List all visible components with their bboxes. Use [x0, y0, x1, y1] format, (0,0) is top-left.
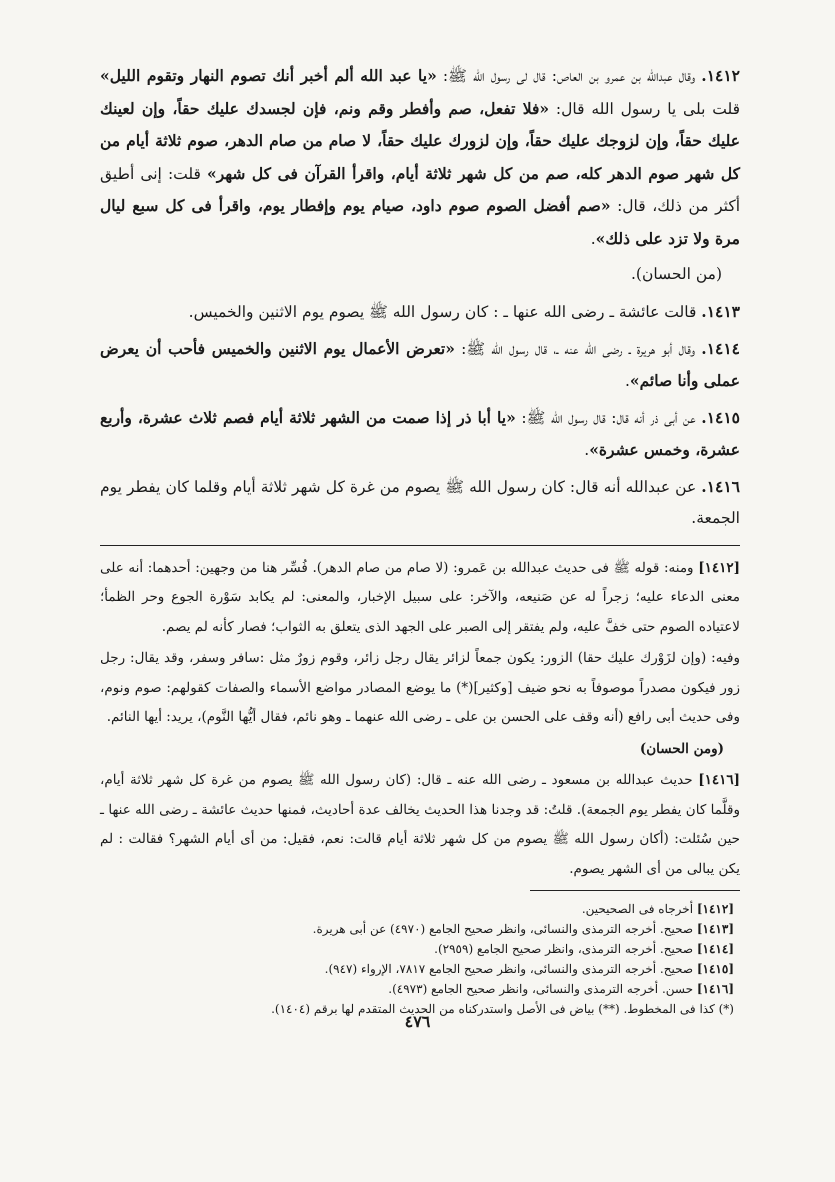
- hadith-quote: «تعرض الأعمال يوم الاثنين والخميس فأحب أن يعرض عملى وأنا صائم»: [100, 338, 740, 390]
- section-divider: [100, 545, 740, 546]
- footnote-text: حسن. أخرجه الترمذى والنسائى، وانظر صحيح الجامع (٤٩٧٣).: [388, 982, 697, 996]
- footnote-divider: [530, 890, 740, 891]
- hadith-quote: «فلا تفعل، صم وأفطر وقم ونم، فإن لجسدك عليك حقاً، وإن لعينك عليك حقاً، وإن لزوجك عليك حقاً، وإن لزورك عليك حقاً، لا صام من صام الدهر، صوم ثلاثة أيام من كل شهر صوم الدهر كله، صم من كل شهر ثلاثة أيام، واقرأ القرآن فى كل شهر»: [100, 98, 740, 183]
- commentary-text: ومنه: قوله ﷺ فى حديث عبدالله بن عَمرو: (لا صام من صام الدهر). فُسِّر هنا من وجهين: أحدهما: أنه على معنى الدعاء عليه؛ زجراً له عن صَنيعه، والآخر: على سبيل الإخبار، والمعنى: لم يكابد سَوْرة الجوع وحر الظمأ؛ لاعتياده الصوم حتى خفَّ عليه، ولم يفتقر إلى الصبر على الجهد الذى يتعلق به الثواب؛ فصار كأنه لم يصم.: [100, 559, 740, 635]
- hadith-text: وقال عبدالله بن عمرو بن العاص: قال لى رسول الله ﷺ:: [436, 67, 702, 85]
- commentary-paragraph: [100, 644, 740, 733]
- footnotes-section: [100, 899, 740, 1019]
- footnote-text: صحيح. أخرجه الترمذى، وانظر صحيح الجامع (٢٩٥٩).: [434, 942, 697, 956]
- commentary-grade: [100, 735, 740, 765]
- hadith-number: ١٤١٤.: [701, 338, 740, 358]
- commentary-section: [100, 554, 740, 885]
- footnote: [100, 959, 740, 979]
- footnote: [100, 899, 740, 919]
- hadith-number: ١٤١٥.: [701, 407, 741, 427]
- footnote: [100, 919, 740, 939]
- hadith-number: ١٤١٦.: [701, 476, 740, 496]
- hadith-text: قالت عائشة ـ رضى الله عنها ـ : كان رسول الله ﷺ يصوم يوم الاثنين والخميس.: [188, 303, 702, 321]
- hadith-section: [100, 60, 740, 535]
- hadith-text: قلت: إنى أطيق أكثر من ذلك، قال:: [100, 164, 741, 215]
- hadith-text: عن عبدالله أنه قال: كان رسول الله ﷺ يصوم من غرة كل شهر ثلاثة أيام وقلما كان يفطر يوم الجمعة.: [100, 477, 740, 527]
- hadith-quote: «يا عبد الله ألم أخبر أنك تصوم النهار وتقوم الليل»: [100, 66, 437, 85]
- hadith-quote: «صم أفضل الصوم صوم داود، صيام يوم وإفطار يوم، واقرأ فى كل سبع ليال مرة ولا تزد على ذلك»: [100, 196, 740, 248]
- hadith-text: .: [624, 372, 630, 390]
- hadith-1414: [100, 333, 740, 398]
- commentary-number: [١٤١٢]: [698, 559, 740, 576]
- hadith-text: قلت بلى يا رسول الله قال:: [549, 99, 740, 118]
- hadith-text: .: [584, 441, 590, 459]
- footnote-text: صحيح. أخرجه الترمذى والنسائى، وانظر صحيح الجامع (٤٩٧٠) عن أبى هريرة.: [312, 922, 697, 936]
- hadith-1413: [100, 296, 740, 329]
- hadith-text: وقال أبو هريرة ـ رضى الله عنه ـ، قال رسول الله ﷺ:: [454, 339, 702, 358]
- footnote-text: صحيح. أخرجه الترمذى والنسائى، وانظر صحيح الجامع ٧٨١٧، الإرواء (٩٤٧).: [324, 962, 697, 976]
- commentary-number: [١٤١٦]: [698, 772, 740, 788]
- hadith-1416: [100, 471, 740, 535]
- grade-label: (ومن الحسان): [639, 740, 724, 757]
- footnote: [100, 979, 740, 999]
- footnote-number: [١٤١٢]: [696, 902, 734, 916]
- commentary-text: وفيه: (وإن لزَوْرك عليك حقا) الزور: يكون جمعاً لزائر يقال رجل زائر، وقوم زورٌ مثل :سافر وسفر، وقد يقال: رجل زور فيكون مصدراً موصوفاً به نحو ضيف [وكثير](*) ما يوضع المصادر مواضع الأسماء والصفات كقولهم: صوم ونوم، وفى حديث أبى رافع (أنه وقف على الحسن بن على ـ رضى الله عنهما ـ وهو نائم، فقال أيُّها النَّوم)، يريد: أيها النائم.: [100, 650, 740, 725]
- hadith-number: ١٤١٢.: [701, 66, 740, 85]
- hadith-text: عن أبى ذر أنه قال: قال رسول الله ﷺ:: [515, 408, 702, 427]
- footnote-number: [١٤١٣]: [696, 922, 734, 936]
- page-body: [100, 60, 740, 1019]
- footnote-text: (*) كذا فى المخطوط. (**) بياض فى الأصل واستدركناه من الحديث المتقدم لها برقم (١٤٠٤).: [271, 1002, 734, 1016]
- commentary-text: حديث عبدالله بن مسعود ـ رضى الله عنه ـ قال: (كان رسول الله ﷺ يصوم من غرة كل شهر ثلاثة أيام، وقلَّما كان يفطر يوم الجمعة). قلتُ: قد وجدنا هذا الحديث يخالف عدة أحاديث، فمنها حديث عائشة ـ رضى الله عنها ـ حين سُئلت: (أكان رسول الله ﷺ يصوم من كل شهر ثلاثة أيام قالت: نعم، فقيل: من أى أيام الشهر؟ فقالت : لم يكن يبالى من أى الشهر يصوم.: [100, 772, 740, 877]
- footnote-number: [١٤١٦]: [696, 982, 734, 996]
- grade-label: (من الحسان).: [630, 265, 722, 283]
- hadith-number: ١٤١٣.: [701, 302, 740, 321]
- hadith-text: .: [590, 229, 596, 248]
- footnote-text: أخرجاه فى الصحيحين.: [581, 902, 697, 916]
- hadith-1412: [100, 60, 740, 255]
- hadith-1415: [100, 402, 740, 467]
- footnote-number: [١٤١٥]: [696, 962, 734, 976]
- footnote: [100, 939, 740, 959]
- commentary-1416: [100, 766, 740, 884]
- commentary-1412: [100, 554, 740, 643]
- footnote-number: [١٤١٤]: [696, 942, 734, 956]
- page-number: ٤٧٦: [404, 1012, 431, 1031]
- hadith-quote: «يا أبا ذر إذا صمت من الشهر ثلاثة أيام فصم ثلاث عشرة، وأربع عشرة، وخمس عشرة»: [100, 407, 740, 459]
